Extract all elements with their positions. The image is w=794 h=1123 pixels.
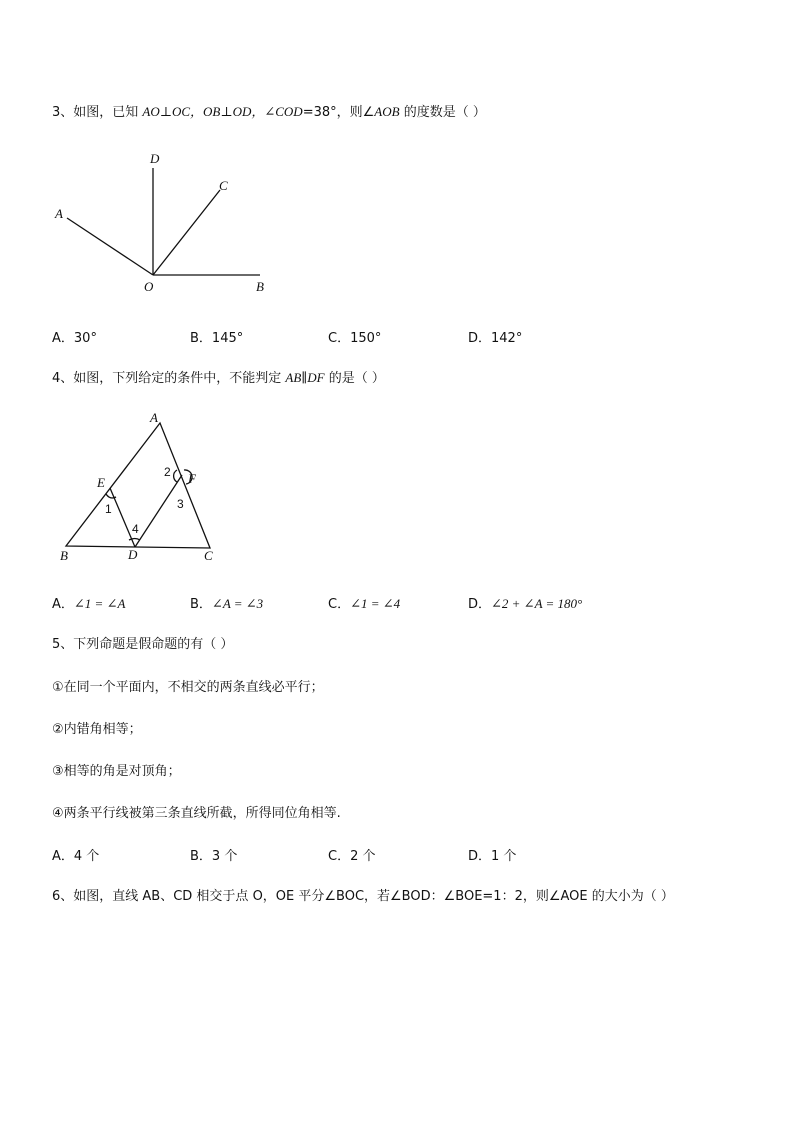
q4-prefix: 4、如图，下列给定的条件中，不能判定: [52, 371, 286, 386]
q4-relation: AB∥DF: [285, 370, 325, 385]
segment-ed: [110, 488, 135, 547]
segment-df: [135, 475, 182, 547]
q5-option-b[interactable]: B．3 个: [190, 849, 238, 864]
q3-suffix: 的度数是（ ）: [399, 105, 486, 120]
label-b: B: [256, 279, 264, 294]
label-f: F: [188, 471, 196, 486]
q3-option-d[interactable]: D．142°: [468, 331, 523, 346]
q3-target-angle: AOB: [374, 104, 400, 119]
angle-3-label: 3: [177, 497, 184, 511]
angle-1-label: 1: [105, 502, 112, 516]
q5-option-c[interactable]: C．2 个: [328, 849, 376, 864]
q3-option-c[interactable]: C．150°: [328, 331, 382, 346]
q5-options: [52, 845, 752, 863]
angle-4-label: 4: [132, 522, 139, 536]
q3-option-a[interactable]: A．30°: [52, 331, 97, 346]
question-6-stem: 6、如图，直线 AB、CD 相交于点 O，OE 平分∠BOC，若∠BOD：∠BOE=1：2，则∠AOE 的大小为（ ）: [52, 889, 674, 904]
q3-option-b[interactable]: B．145°: [190, 331, 244, 346]
q4-options: [52, 593, 752, 611]
label-d: D: [128, 547, 138, 562]
q3-relations: AO⊥OC，OB⊥OD，∠COD: [142, 104, 303, 119]
angle-2-label: 2: [164, 465, 171, 479]
q4-option-a[interactable]: A．∠1 = ∠A: [52, 596, 126, 612]
q5-statement-2: ②内错角相等；: [52, 722, 142, 737]
question-5-stem: 5、下列命题是假命题的有（ ）: [52, 637, 234, 652]
label-b: B: [60, 548, 68, 563]
q3-given: =38°，则∠: [302, 105, 375, 120]
label-e: E: [97, 475, 105, 490]
q5-statement-3: ③相等的角是对顶角；: [52, 764, 181, 779]
q5-option-d[interactable]: D．1 个: [468, 849, 517, 864]
label-d: D: [150, 151, 160, 166]
q5-statement-1: ①在同一个平面内，不相交的两条直线必平行；: [52, 680, 324, 695]
q5-option-a[interactable]: A．4 个: [52, 849, 100, 864]
q4-option-b[interactable]: B．∠A = ∠3: [190, 596, 264, 612]
q4-option-d[interactable]: D．∠2 + ∠A = 180°: [468, 596, 583, 612]
label-o: O: [144, 279, 154, 294]
q3-prefix: 3、如图，已知: [52, 105, 143, 120]
label-a: A: [55, 206, 63, 221]
angle-1-arc: [106, 494, 116, 498]
q4-option-c[interactable]: C．∠1 = ∠4: [328, 596, 401, 612]
label-c: C: [219, 178, 228, 193]
label-a: A: [150, 410, 158, 425]
q4-suffix: 的是（ ）: [324, 371, 385, 386]
angle-4-arc: [129, 539, 140, 541]
label-c: C: [204, 548, 213, 563]
angle-2-arc: [174, 470, 177, 482]
q5-statement-4: ④两条平行线被第三条直线所截，所得同位角相等.: [52, 806, 341, 821]
